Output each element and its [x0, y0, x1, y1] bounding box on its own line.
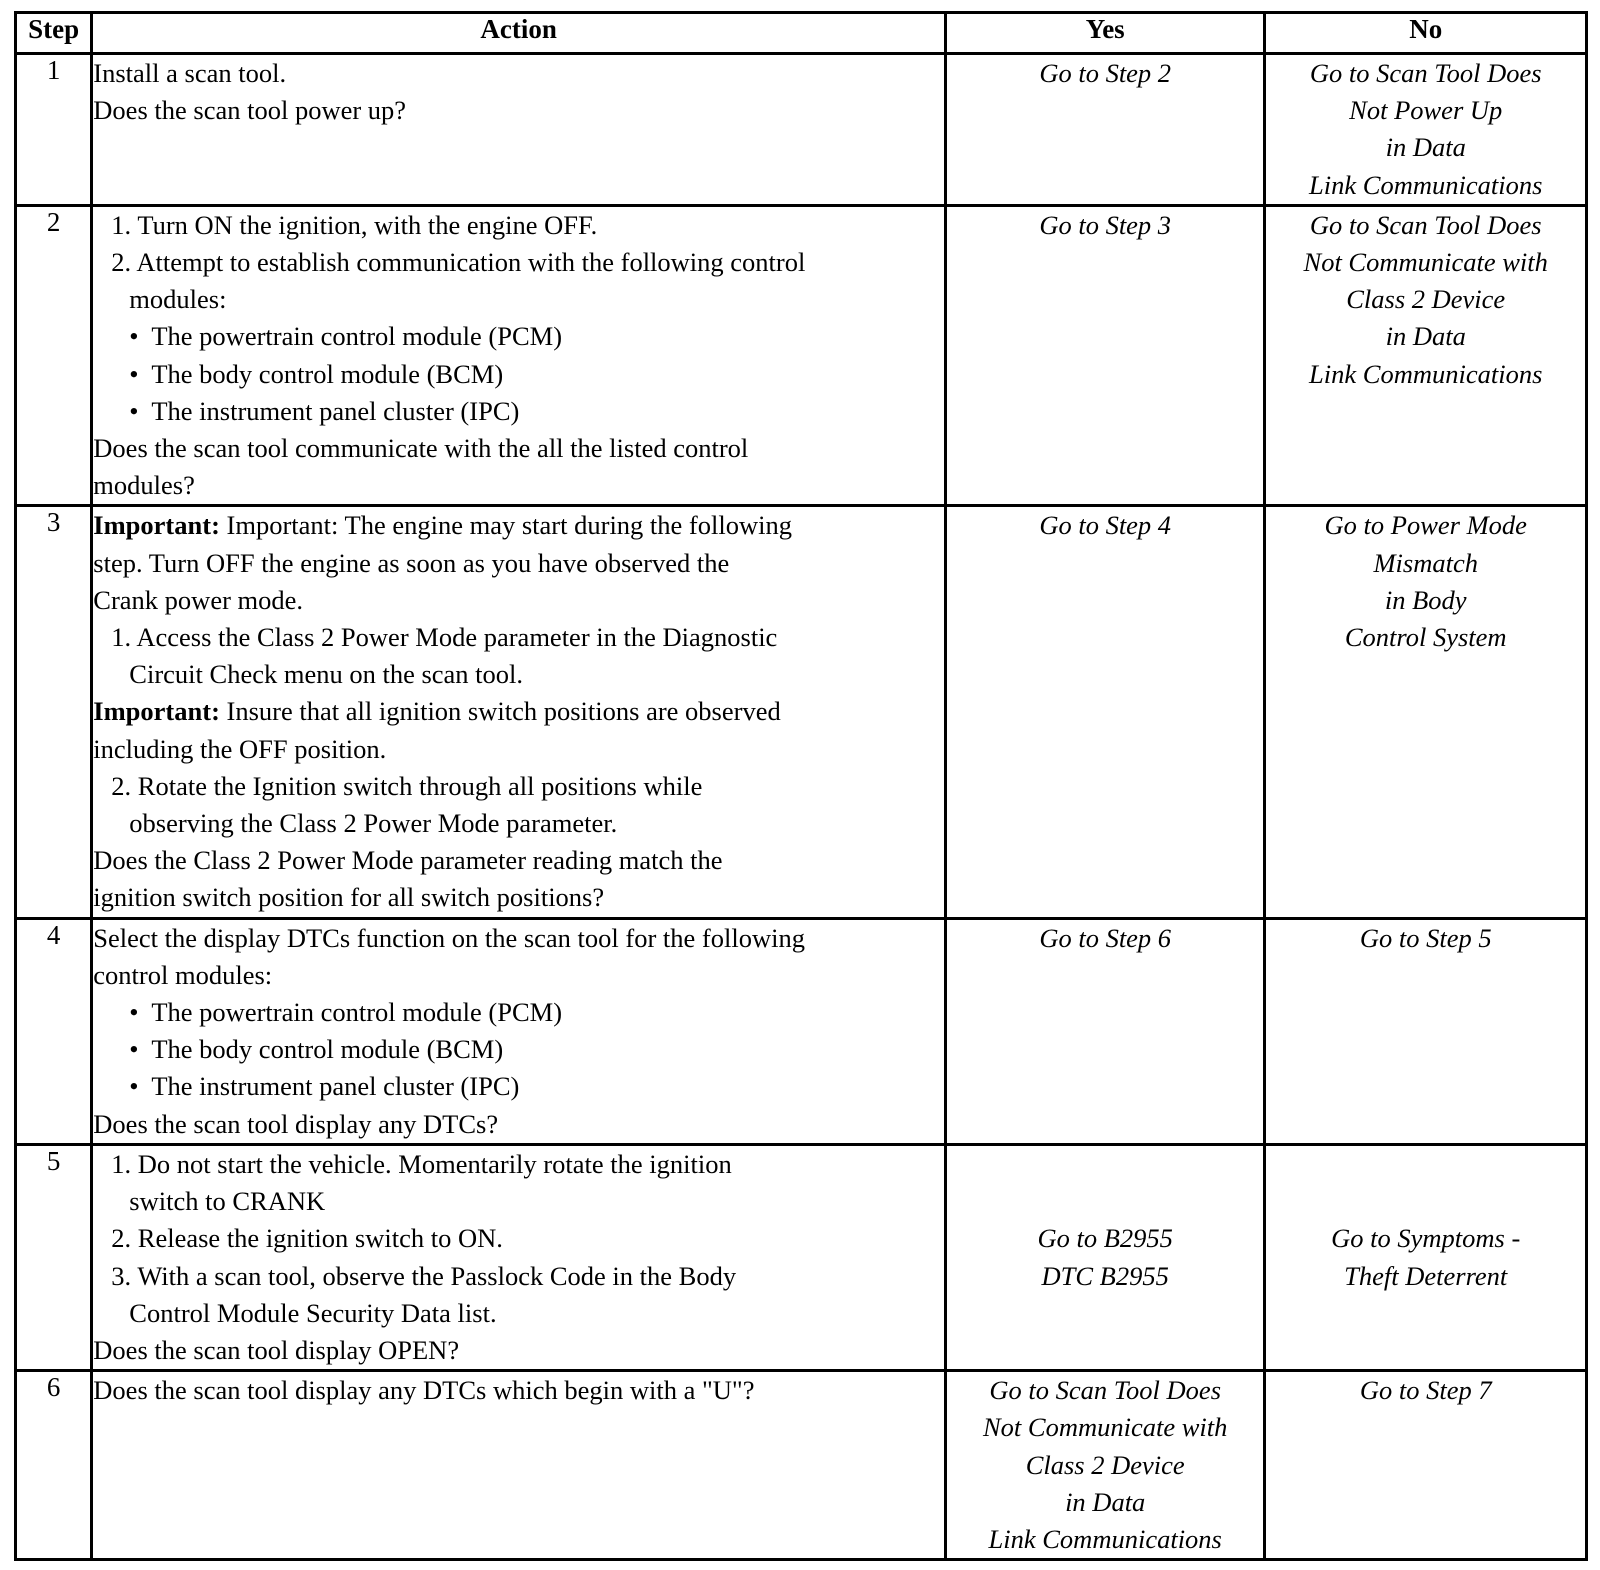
no-link-line[interactable]: Go to Scan Tool Does	[1309, 58, 1542, 88]
yes-link-line[interactable]: in Data	[1065, 1486, 1146, 1517]
no-link[interactable]: Go to Step 5	[1359, 922, 1492, 953]
bullet-item	[93, 1031, 944, 1068]
action-line: Install a scan tool.	[93, 58, 287, 88]
yes-link[interactable]: Go to Step 3	[1039, 209, 1172, 240]
yes-link-line[interactable]: DTC B2955	[1041, 1260, 1169, 1291]
no-cell	[1265, 1371, 1587, 1560]
question-line: Does the scan tool display OPEN?	[93, 1334, 460, 1365]
table-row	[16, 205, 1587, 506]
important-note	[93, 507, 944, 544]
yes-link[interactable]: Go to Step 2	[1039, 58, 1172, 88]
question-line: Does the Class 2 Power Mode parameter reading match the	[93, 845, 723, 876]
numbered-item: 2. Rotate the Ignition switch through all positions while	[111, 770, 703, 801]
header-step: Step	[16, 13, 92, 54]
header-no: No	[1265, 13, 1587, 54]
bullet-icon: •	[129, 1034, 139, 1065]
yes-link-line[interactable]: Go to B2955	[1037, 1223, 1173, 1254]
table-row	[16, 1371, 1587, 1560]
no-cell	[1265, 506, 1587, 918]
numbered-item: 2. Release the ignition switch to ON.	[111, 1223, 503, 1254]
yes-link-line[interactable]: Class 2 Device	[1025, 1449, 1185, 1480]
no-link-line[interactable]: Go to Symptoms -	[1331, 1223, 1521, 1254]
no-link-line[interactable]: Link Communications	[1309, 169, 1543, 200]
numbered-item-continued: observing the Class 2 Power Mode parameter.	[129, 808, 618, 839]
no-cell	[1265, 54, 1587, 206]
step-number: 5	[16, 1144, 92, 1370]
no-link-line[interactable]: Mismatch	[1373, 547, 1478, 578]
bullet-text: The instrument panel cluster (IPC)	[151, 1071, 520, 1102]
table-row	[16, 506, 1587, 918]
numbered-item: 1. Turn ON the ignition, with the engine OFF.	[111, 209, 598, 240]
action-cell	[92, 205, 946, 506]
question-line: Does the scan tool power up?	[93, 95, 407, 126]
bullet-icon: •	[129, 321, 139, 352]
yes-cell	[945, 205, 1264, 506]
no-link-line[interactable]: Go to Scan Tool Does	[1309, 209, 1542, 240]
numbered-item-continued: Control Module Security Data list.	[129, 1297, 497, 1328]
header-yes: Yes	[945, 13, 1264, 54]
important-note-continued: Crank power mode.	[93, 584, 304, 615]
step-number: 1	[16, 54, 92, 206]
bullet-text: The body control module (BCM)	[151, 1034, 504, 1065]
no-link-line[interactable]: Theft Deterrent	[1344, 1260, 1508, 1291]
bullet-item	[93, 393, 944, 430]
yes-link-line[interactable]: Not Communicate with	[983, 1412, 1228, 1443]
bullet-text: The powertrain control module (PCM)	[151, 997, 563, 1028]
important-note-continued: step. Turn OFF the engine as soon as you have observed the	[93, 547, 730, 578]
diagnostic-table	[14, 11, 1588, 1561]
header-row	[16, 13, 1587, 54]
no-link-line[interactable]: Not Communicate with	[1303, 247, 1548, 278]
yes-cell	[945, 1371, 1264, 1560]
no-link[interactable]: Go to Step 7	[1359, 1375, 1492, 1406]
important-note	[93, 693, 944, 730]
numbered-item-continued: Circuit Check menu on the scan tool.	[129, 659, 524, 690]
question-line: ignition switch position for all switch positions?	[93, 882, 605, 913]
yes-link-line[interactable]: Go to Scan Tool Does	[989, 1375, 1222, 1406]
action-cell	[92, 918, 946, 1144]
no-link-line[interactable]: Go to Power Mode	[1324, 510, 1527, 541]
important-label: Important:	[93, 510, 220, 541]
bullet-icon: •	[129, 358, 139, 389]
no-cell	[1265, 205, 1587, 506]
yes-link[interactable]: Go to Step 4	[1039, 510, 1172, 541]
important-label: Important:	[93, 696, 220, 727]
numbered-item-continued: modules:	[129, 284, 227, 315]
table-row	[16, 1144, 1587, 1370]
step-number: 6	[16, 1371, 92, 1560]
bullet-item	[93, 1068, 944, 1105]
yes-link-line[interactable]: Link Communications	[988, 1523, 1222, 1554]
important-text: Insure that all ignition switch positions are observed	[219, 696, 781, 727]
header-action: Action	[92, 13, 946, 54]
no-link-line[interactable]: Class 2 Device	[1346, 284, 1506, 315]
yes-cell	[945, 506, 1264, 918]
no-cell	[1265, 918, 1587, 1144]
question-line: modules?	[93, 470, 195, 501]
bullet-icon: •	[129, 997, 139, 1028]
step-number: 2	[16, 205, 92, 506]
bullet-item	[93, 356, 944, 393]
yes-link[interactable]: Go to Step 6	[1039, 922, 1172, 953]
numbered-item: 3. With a scan tool, observe the Passlock Code in the Body	[111, 1260, 737, 1291]
bullet-item	[93, 318, 944, 355]
no-link-line[interactable]: Not Power Up	[1349, 95, 1503, 126]
no-link-line[interactable]: in Data	[1385, 132, 1466, 163]
action-line: control modules:	[93, 959, 273, 990]
yes-cell	[945, 1144, 1264, 1370]
no-link-line[interactable]: in Body	[1384, 584, 1467, 615]
no-cell	[1265, 1144, 1587, 1370]
no-link-line[interactable]: Link Communications	[1309, 358, 1543, 389]
action-cell	[92, 1144, 946, 1370]
question-line: Does the scan tool display any DTCs which begin with a "U"?	[93, 1375, 755, 1406]
yes-cell	[945, 54, 1264, 206]
action-cell	[92, 1371, 946, 1560]
important-text: Important: The engine may start during the following	[219, 510, 792, 541]
step-number: 3	[16, 506, 92, 918]
action-cell	[92, 506, 946, 918]
numbered-item: 1. Do not start the vehicle. Momentarily rotate the ignition	[111, 1148, 732, 1179]
action-cell	[92, 54, 946, 206]
table-row	[16, 918, 1587, 1144]
bullet-icon: •	[129, 395, 139, 426]
question-line: Does the scan tool communicate with the all the listed control	[93, 433, 749, 464]
step-number: 4	[16, 918, 92, 1144]
no-link-line[interactable]: Control System	[1344, 622, 1507, 653]
important-note-continued: including the OFF position.	[93, 733, 387, 764]
table-row	[16, 54, 1587, 206]
bullet-text: The body control module (BCM)	[151, 358, 504, 389]
yes-cell	[945, 918, 1264, 1144]
numbered-item: 2. Attempt to establish communication with the following control	[111, 247, 806, 278]
bullet-text: The instrument panel cluster (IPC)	[151, 395, 520, 426]
numbered-item: 1. Access the Class 2 Power Mode parameter in the Diagnostic	[111, 622, 778, 653]
action-line: Select the display DTCs function on the scan tool for the following	[93, 922, 805, 953]
no-link-line[interactable]: in Data	[1385, 321, 1466, 352]
bullet-icon: •	[129, 1071, 139, 1102]
question-line: Does the scan tool display any DTCs?	[93, 1108, 499, 1139]
bullet-text: The powertrain control module (PCM)	[151, 321, 563, 352]
numbered-item-continued: switch to CRANK	[129, 1186, 326, 1217]
bullet-item	[93, 994, 944, 1031]
